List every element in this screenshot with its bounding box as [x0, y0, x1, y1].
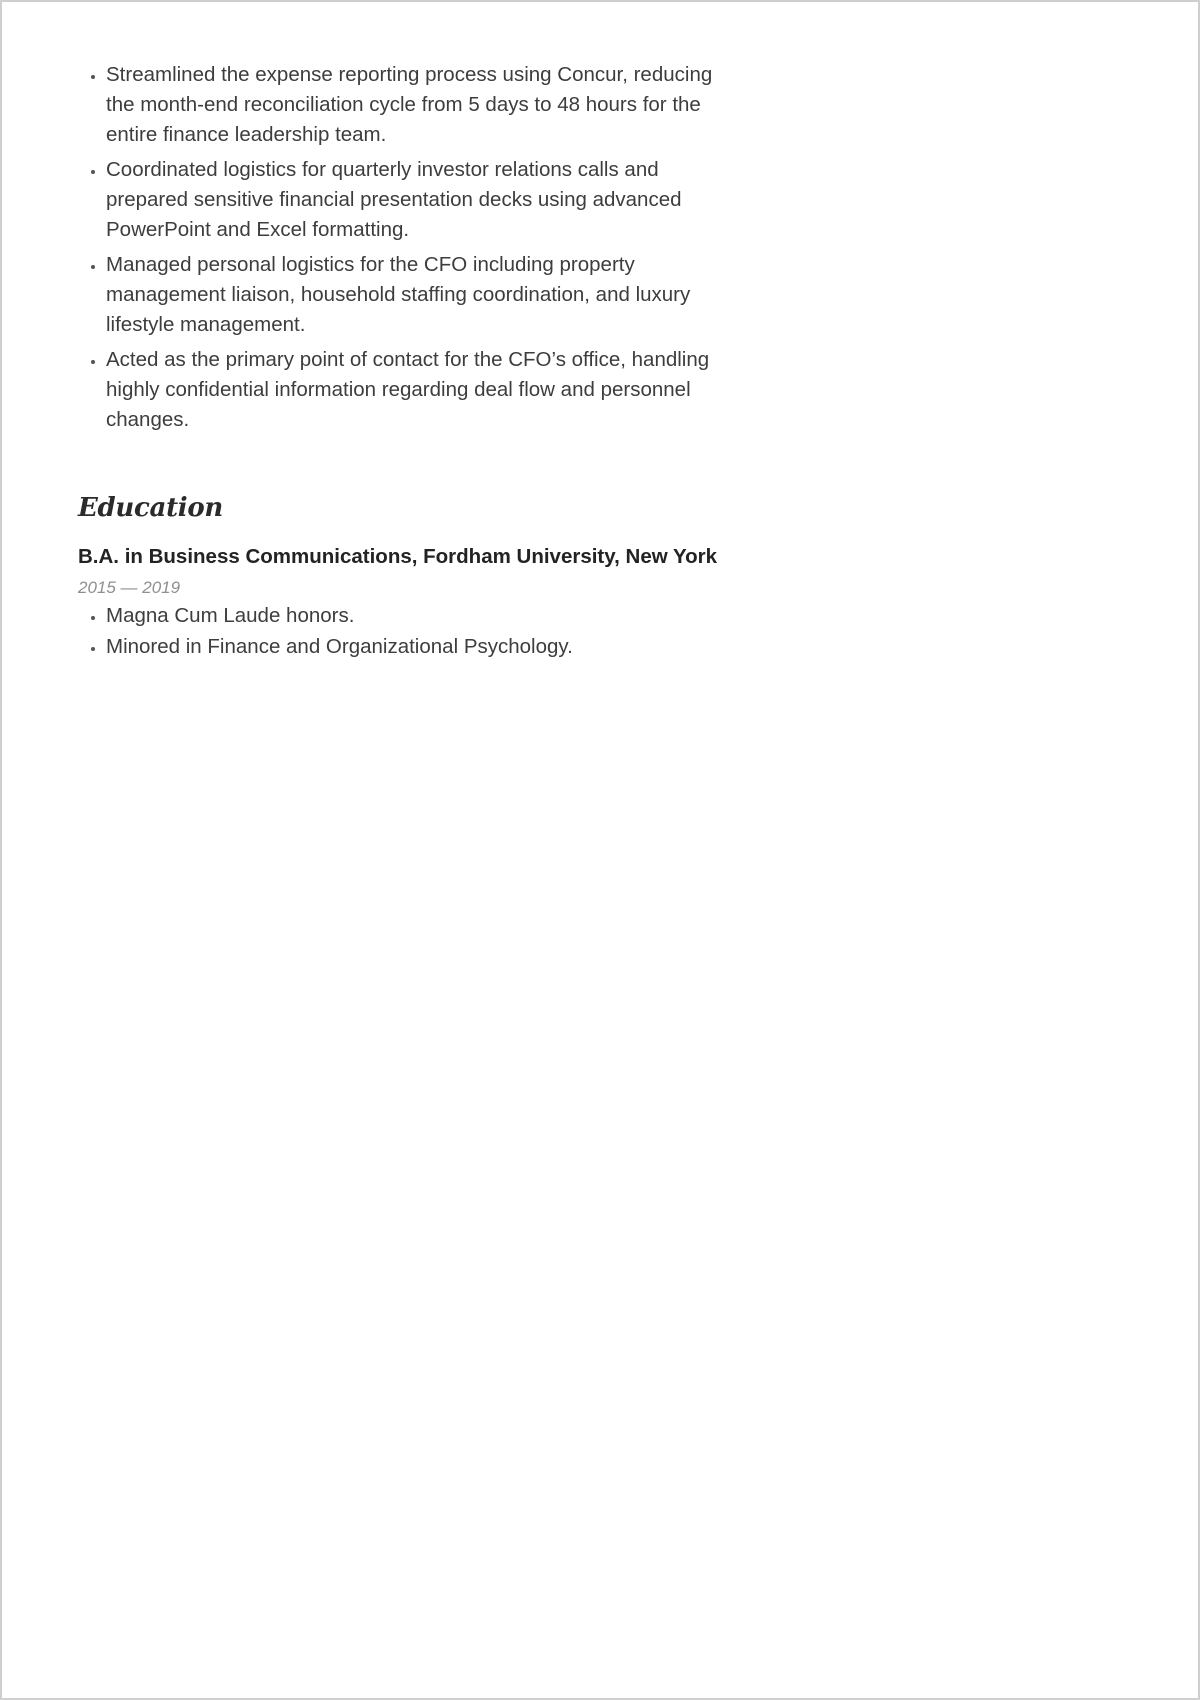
education-bullet-list — [78, 601, 728, 662]
experience-bullet: • Managed personal logistics for the CFO including property management liaison, household staffing coordination, and luxury lifestyle management. — [106, 250, 728, 340]
experience-bullet: • Coordinated logistics for quarterly investor relations calls and prepared sensitive financial presentation decks using advanced PowerPoint and Excel formatting. — [106, 155, 728, 245]
degree-title: B.A. in Business Communications, Fordham University, New York — [78, 545, 718, 568]
experience-bullet-list — [78, 60, 728, 435]
education-section — [78, 491, 728, 662]
experience-bullet: • Acted as the primary point of contact for the CFO’s office, handling highly confidential information regarding deal flow and personnel changes. — [106, 345, 728, 435]
education-heading: Education — [78, 493, 224, 523]
education-bullet: • Minored in Finance and Organizational Psychology. — [106, 632, 728, 662]
education-dates: 2015 — 2019 — [78, 578, 181, 597]
resume-content — [78, 60, 728, 663]
education-bullet: • Magna Cum Laude honors. — [106, 601, 728, 631]
experience-bullet: • Streamlined the expense reporting process using Concur, reducing the month-end reconciliation cycle from 5 days to 48 hours for the entire finance leadership team. — [106, 60, 728, 150]
